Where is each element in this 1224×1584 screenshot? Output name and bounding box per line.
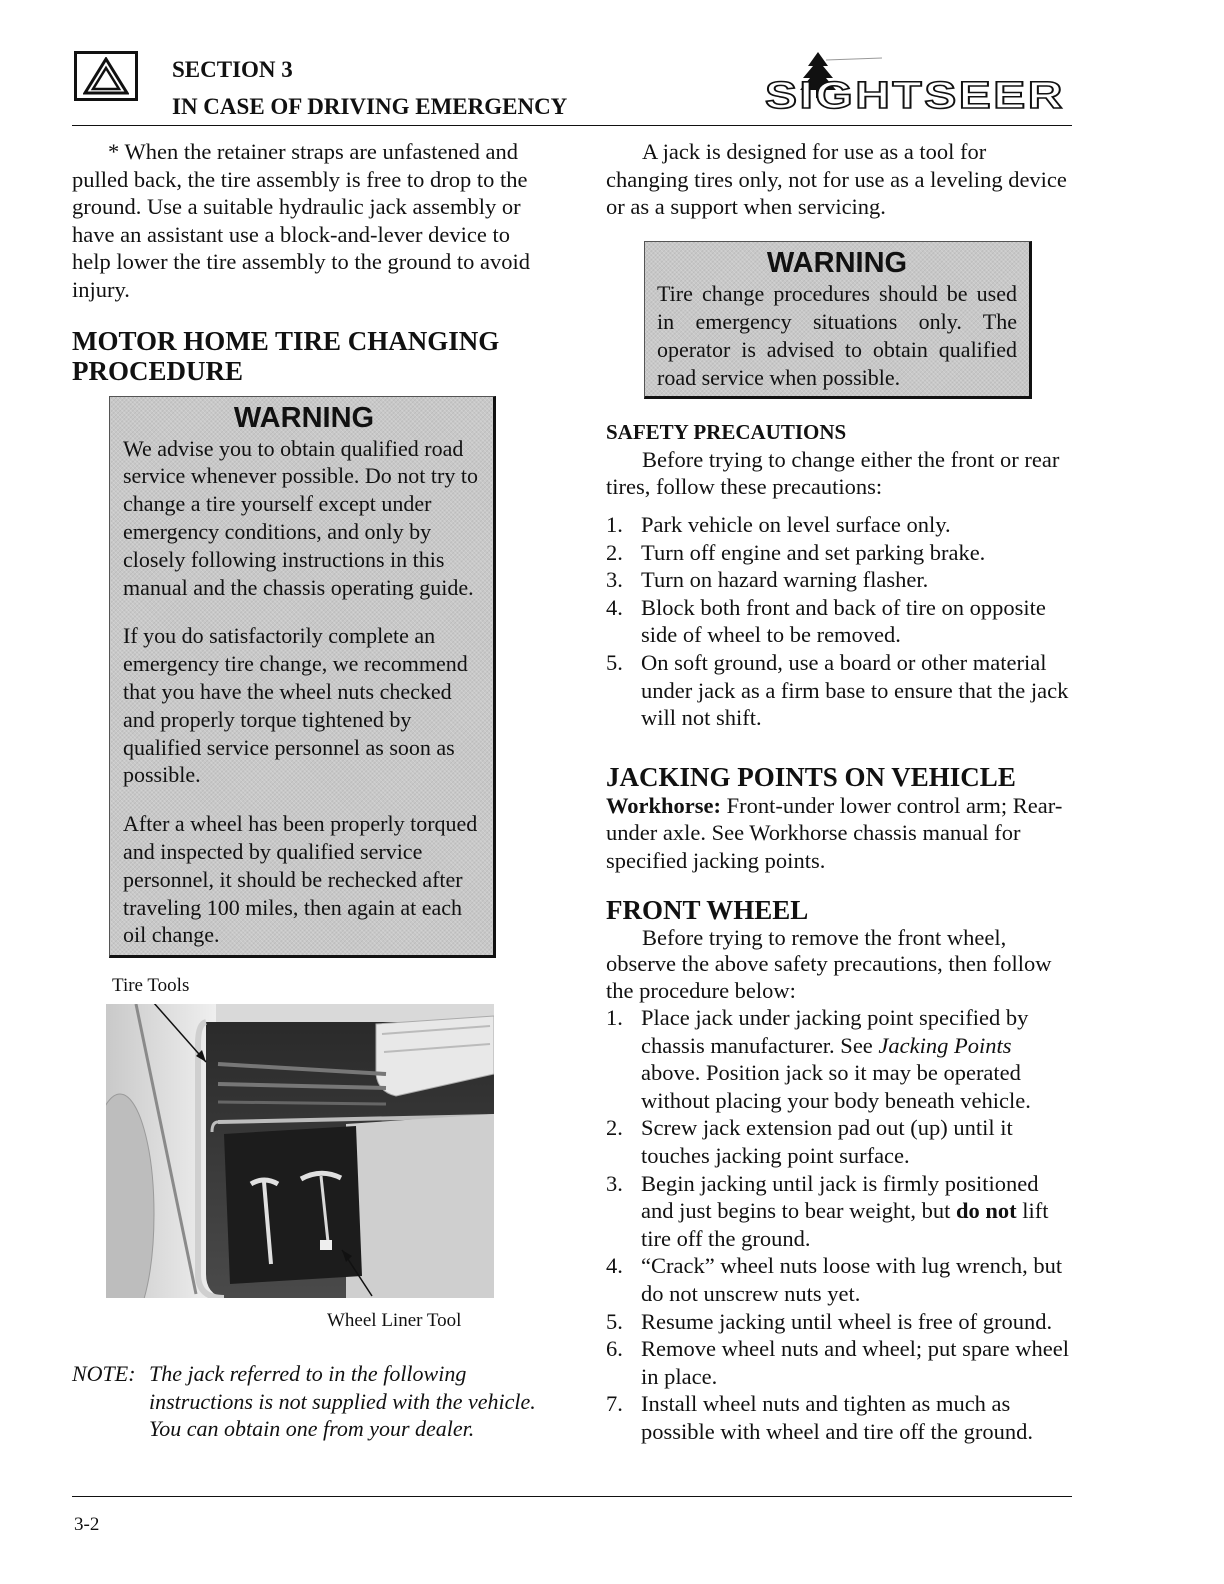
svg-text:SIGHTSEER: SIGHTSEER <box>765 75 1065 112</box>
list-item: 5. Resume jacking until wheel is free of ground. <box>606 1308 1053 1334</box>
front-wheel-steps <box>606 1004 1072 1446</box>
footer-rule <box>72 1496 1072 1497</box>
list-item: 5. On soft ground, use a board or other material under jack as a firm base to ensure that the jack will not shift. <box>606 649 1069 731</box>
warning-paragraph: If you do satisfactorily complete an emergency tire change, we recommend that you have the wheel nuts checked and properly torque tightened by qualified service personnel as soon as possible. <box>123 623 468 788</box>
right-column <box>606 138 1072 1446</box>
section-number: SECTION 3 <box>172 57 293 82</box>
list-item: 3. Begin jacking until jack is firmly positioned and just begins to bear weight, but do not lift tire off the ground. <box>606 1170 1049 1251</box>
note-text: The jack referred to in the following instructions is not supplied with the vehicle. You can obtain one from your dealer. <box>149 1361 536 1442</box>
list-item: 4. Block both front and back of tire on opposite side of wheel to be removed. <box>606 594 1046 648</box>
list-item: 7. Install wheel nuts and tighten as much as possible with wheel and tire off the ground. <box>606 1391 1034 1444</box>
list-item: 2. Screw jack extension pad out (up) until it touches jacking point surface. <box>606 1115 1013 1168</box>
front-wheel-intro: Before trying to remove the front wheel, observe the above safety precautions, then follow the procedure below: <box>606 924 1052 1003</box>
list-item: 1. Park vehicle on level surface only. <box>606 511 951 537</box>
section-title: IN CASE OF DRIVING EMERGENCY <box>172 94 568 119</box>
left-column <box>72 138 538 1443</box>
tire-tools-figure <box>72 972 538 1360</box>
hazard-triangle-icon <box>83 57 129 95</box>
warning-paragraph: Tire change procedures should be used in emergency situations only. The operator is advised to obtain qualified road service when possible. <box>657 280 1017 390</box>
list-item: 4. “Crack” wheel nuts loose with lug wrench, but do not unscrew nuts yet. <box>606 1253 1063 1306</box>
hazard-icon-box <box>74 51 138 101</box>
front-wheel-heading: FRONT WHEEL <box>606 894 809 925</box>
workhorse-label: Workhorse: <box>606 792 721 818</box>
note-label: NOTE: <box>72 1361 136 1387</box>
jack-usage-paragraph: A jack is designed for use as a tool for changing tires only, not for use as a leveling device or as a support when servicing. <box>606 139 1067 220</box>
list-item: 1. Place jack under jacking point specified by chassis manufacturer. See Jacking Points above. Position jack so it may be operated without placing your body beneath vehicle. <box>606 1005 1031 1113</box>
photo-caption-wheel-liner-tool: Wheel Liner Tool <box>327 1310 462 1332</box>
list-item: 6. Remove wheel nuts and wheel; put spare wheel in place. <box>606 1336 1069 1389</box>
warning-box-qualified-service <box>109 396 496 959</box>
sightseer-logo <box>762 52 1068 112</box>
sightseer-logo-graphic <box>762 52 1068 112</box>
tire-changing-heading: MOTOR HOME TIRE CHANGING PROCEDURE <box>72 325 500 386</box>
warning-paragraph: After a wheel has been properly torqued and inspected by qualified service personnel, it should be rechecked after traveling 100 miles, then again at each oil change. <box>123 811 478 948</box>
strap-release-paragraph: * When the retainer straps are unfastened and pulled back, the tire assembly is free to drop to the ground. Use a suitable hydraulic jack assembly or have an assistant use a block-and-lever device to help lower the tire assembly to the ground to avoid injury. <box>72 139 531 302</box>
tire-tools-photo <box>106 1004 494 1298</box>
list-item: 3. Turn on hazard warning flasher. <box>606 567 929 593</box>
jacking-points-text: Workhorse: Front-under lower control arm; Rear-under axle. See Workhorse chassis manual for specified jacking points. <box>606 792 1063 873</box>
safety-list <box>606 511 1072 732</box>
warning-title: WARNING <box>766 246 908 279</box>
page-number: 3-2 <box>74 1514 100 1535</box>
safety-precautions-heading: SAFETY PRECAUTIONS <box>606 419 847 444</box>
warning-paragraph: We advise you to obtain qualified road service whenever possible. Do not try to change a tire yourself except under emergency conditions, and only by closely following instructions in this manual and the chassis operating guide. <box>123 435 478 600</box>
jacking-points-heading: JACKING POINTS ON VEHICLE <box>606 761 1016 792</box>
warning-box-emergency-only <box>644 241 1032 399</box>
photo-caption-tire-tools: Tire Tools <box>112 975 190 997</box>
header-rule <box>72 125 1072 126</box>
list-item: 2. Turn off engine and set parking brake. <box>606 539 986 565</box>
jacking-points-reference: Jacking Points <box>878 1032 1012 1058</box>
warning-title: WARNING <box>233 401 375 434</box>
safety-intro: Before trying to change either the front or rear tires, follow these precautions: <box>606 446 1060 500</box>
jack-note <box>72 1360 538 1443</box>
